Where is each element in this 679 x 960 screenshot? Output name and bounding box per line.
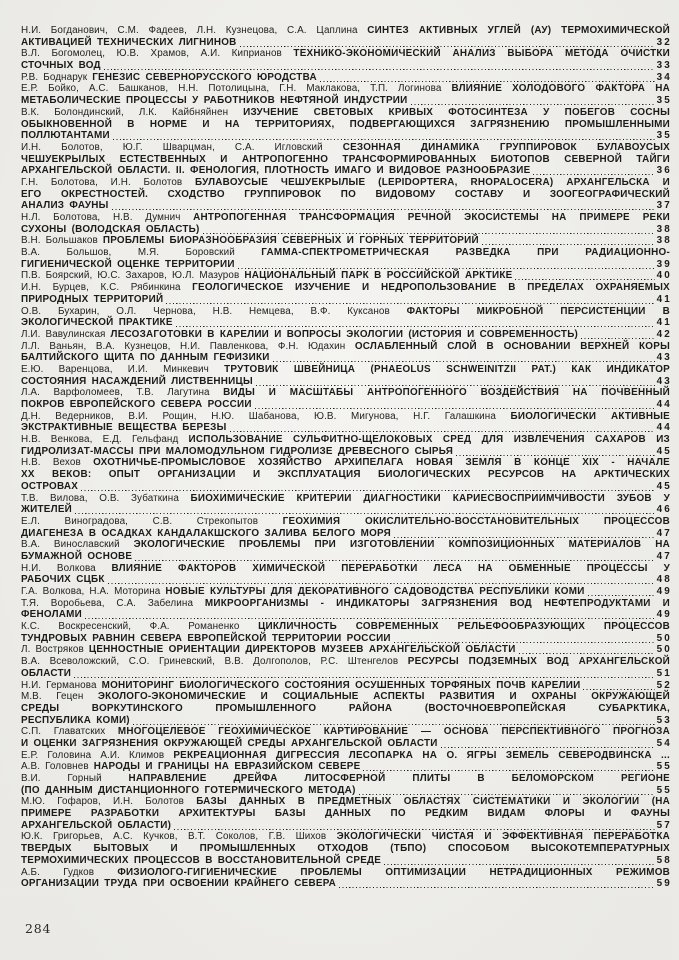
entry-title: И ОЦЕНКИ ЗАГРЯЗНЕНИЯ ОКРУЖАЮЩЕЙ СРЕДЫ АРХАНГЕЛЬСКОЙ ОБЛАСТИ (21, 737, 438, 749)
entry-title: ТРУТОВИК ШВЕЙНИЦА (PHAEOLUS SCHWEINITZII PAT.) КАК ИНДИКАТОР (224, 363, 670, 375)
entry-page-number: 48 (656, 574, 672, 586)
toc-line (21, 364, 670, 376)
entry-title: АРХАНГЕЛЬСКОЙ ОБЛАСТИ. II. ФЕНОЛОГИЯ, ПЛОТНОСТЬ ИМАГО И ВИДОВОЕ РАЗНООБРАЗИЕ (21, 165, 531, 177)
folio-page-number: 284 (25, 921, 52, 936)
entry-authors: В.А. Винославский (21, 539, 134, 551)
entry-authors: В.И. Горный (21, 773, 129, 784)
entry-title: ДИАГЕНЕЗА В ОСАДКАХ КАНДАЛАКШСКОГО ЗАЛИВА БЕЛОГО МОРЯ (21, 527, 391, 539)
dot-leader (166, 301, 654, 304)
entry-page-number: 45 (656, 445, 672, 457)
toc-line (21, 259, 670, 271)
toc-line (21, 270, 670, 282)
entry-authors: В.Л. Богомолец, Ю.В. Храмов, А.И. Киприанов (21, 48, 294, 60)
entry-title: ГЕОХИМИЯ ОКИСЛИТЕЛЬНО-ВОССТАНОВИТЕЛЬНЫХ ПРОЦЕССОВ (282, 515, 670, 527)
entry-title: (ПО ДАННЫМ ДИСТАНЦИОННОГО ГОТЕРМИЧЕСКОГО МЕТОДА) (21, 784, 356, 796)
entry-authors: Л. Востряков (21, 644, 89, 656)
entry-authors: В.К. Болондинский, Л.К. Кайбняйнен (21, 106, 244, 118)
entry-title: ЭКОЛОГИЧЕСКОЙ ПРАКТИКЕ (21, 317, 173, 329)
toc-line (21, 457, 670, 469)
entry-title: XX ВЕКОВ: ОПЫТ ОРГАНИЗАЦИИ И ЭКСПЛУАТАЦИЯ БИОЛОГИЧЕСКИХ РЕСУРСОВ НА АРКТИЧЕСКИХ (21, 469, 670, 481)
entry-authors: Е.Л. Виноградова, С.В. Стрекопытов (21, 515, 283, 527)
entry-title: ОБЛАСТИ (21, 667, 72, 679)
toc-line (21, 574, 670, 586)
toc-line (21, 878, 670, 890)
toc-line (21, 48, 670, 60)
entry-title: ОРГАНИЗАЦИИ ТРУДА ПРИ ОСВОЕНИИ КРАЙНЕГО СЕВЕРА (21, 878, 337, 890)
entry-page-number: 43 (656, 375, 672, 387)
entry-authors: Г.Н. Болотова, И.Н. Болотов (21, 176, 195, 188)
toc-line (21, 399, 670, 411)
toc-line (21, 493, 670, 505)
entry-authors: В.Н. Большаков (21, 235, 103, 247)
entry-authors: Н.Л. Болотова, Н.В. Думнич (21, 212, 194, 223)
toc-line (21, 633, 670, 645)
entry-title: СРЕДЫ ВОРКУТИНСКОГО ПРОМЫШЛЕННОГО РАЙОНА (ВОСТОЧНОЕВРОПЕЙСКАЯ СУБАРКТИКА, (21, 702, 670, 714)
entry-title: ИЗУЧЕНИЕ СВЕТОВЫХ КРИВЫХ ФОТОСИНТЕЗА У ПОБЕГОВ СОСНЫ (243, 106, 671, 118)
toc-line (21, 83, 670, 95)
entry-title: НАПРАВЛЕНИЕ ДРЕЙФА ЛИТОСФЕРНОЙ ПЛИТЫ В БЕЛОМОРСКОМ РЕГИОНЕ (128, 773, 670, 784)
dot-leader (273, 359, 655, 362)
toc-line (21, 796, 670, 808)
entry-title: АНТРОПОГЕННАЯ ТРАНСФОРМАЦИЯ РЕЧНОЙ ЭКОСИСТЕМЫ НА ПРИМЕРЕ РЕКИ (193, 212, 671, 223)
dot-leader (583, 687, 654, 690)
toc-line (21, 25, 670, 37)
entry-page-number: 45 (656, 480, 672, 492)
entry-title: БИОЛОГИЧЕСКИ АКТИВНЫЕ (510, 410, 670, 422)
entry-authors: Р.В. Боднарук (21, 71, 93, 83)
entry-page-number: 47 (656, 550, 672, 562)
entry-page-number: 55 (656, 784, 672, 796)
entry-title: ЭКОЛОГО-ЭКОНОМИЧЕСКИЕ И СОЦИАЛЬНЫЕ АСПЕКТЫ РАЗВИТИЯ И ОХРАНЫ ОКРУЖАЮЩЕЙ (97, 691, 670, 703)
dot-leader (515, 278, 654, 281)
toc-line (21, 235, 670, 247)
entry-title: ТЕРМОХИМИЧЕСКИХ ПРОЦЕССОВ В ВОССТАНОВИТЕЛЬНОЙ СРЕДЕ (21, 854, 382, 866)
table-of-contents (21, 25, 670, 890)
entry-authors: Д.Н. Ведерников, В.И. Рощин, Н.Ю. Шабанова, Ю.В. Мигунова, Н.Г. Галашкина (21, 410, 511, 422)
toc-line (21, 376, 670, 388)
dot-leader (339, 885, 655, 888)
entry-page-number: 43 (656, 352, 672, 364)
toc-line (21, 563, 670, 575)
toc-line (21, 294, 670, 306)
dot-leader (255, 406, 655, 409)
dot-leader (113, 137, 655, 140)
entry-page-number: 44 (656, 422, 672, 434)
entry-title: ТВЕРДЫХ БЫТОВЫХ И ПРОМЫШЛЕННЫХ ОТХОДОВ (ТБПО) СПОСОБОМ ВЫСОКОТЕМПЕРАТУРНЫХ (21, 843, 670, 855)
entry-title: ФАКТОРЫ МИКРОБНОЙ ПЕРСИСТЕНЦИИ В (406, 305, 670, 317)
toc-line (21, 95, 670, 107)
entry-title: ЦЕННОСТНЫЕ ОРИЕНТАЦИИ ДИРЕКТОРОВ МУЗЕЕВ АРХАНГЕЛЬСКОЙ ОБЛАСТИ (88, 644, 516, 656)
dot-leader (238, 266, 655, 269)
toc-line (21, 142, 670, 154)
toc-line (21, 306, 670, 318)
entry-title: ОСТРОВАХ (21, 480, 79, 492)
entry-authors: М.Ю. Гофаров, И.Н. Болотов (21, 796, 197, 808)
entry-title: БУЛАВОУСЫЕ ЧЕШУЕКРЫЛЫЕ (LEPIDOPTERA, RHOPALOCERA) АРХАНГЕЛЬСКА И (195, 176, 670, 188)
entry-title: ОБЫКНОВЕННОЙ В НОРМЕ И НА ТЕРРИТОРИЯХ, ПОДВЕРГАЮЩИХСЯ ЗАГРЯЗНЕНИЮ ПРОМЫШЛЕННЫМИ (21, 118, 670, 130)
dot-leader (174, 827, 654, 830)
entry-authors: П.В. Боярский, Ю.С. Захаров, Ю.Л. Мазуров (21, 270, 245, 282)
dot-leader (482, 243, 655, 246)
entry-title: ВЛИЯНИЕ ФАКТОРОВ ХИМИЧЕСКОЙ ПЕРЕРАБОТКИ ЛЕСА НА ОБМЕННЫЕ ПРОЦЕССЫ У (111, 562, 670, 574)
toc-line (21, 644, 670, 656)
entry-title: ПОКРОВ ЕВРОПЕЙСКОГО СЕВЕРА РОССИИ (21, 399, 252, 410)
toc-line (21, 539, 670, 551)
dot-leader (240, 44, 655, 47)
toc-line (21, 867, 670, 879)
entry-title: ЖИТЕЛЕЙ (21, 504, 73, 516)
toc-line (21, 130, 670, 142)
toc-line (21, 609, 670, 621)
entry-page-number: 34 (656, 71, 672, 83)
dot-leader (394, 535, 655, 538)
toc-line (21, 165, 670, 177)
entry-page-number: 47 (656, 527, 672, 539)
entry-title: АНАЛИЗ ФАУНЫ (21, 200, 109, 212)
toc-line (21, 352, 670, 364)
toc-line (21, 738, 670, 750)
toc-line (21, 808, 670, 820)
entry-title: АКТИВАЦИЕЙ ТЕХНИЧЕСКИХ ЛИГНИНОВ (21, 36, 237, 48)
dot-leader (81, 488, 655, 491)
toc-line (21, 750, 670, 762)
toc-line (21, 446, 670, 458)
entry-authors: Н.И. Германова (21, 679, 102, 691)
dot-leader (519, 652, 655, 655)
toc-line (21, 843, 670, 855)
entry-title: РАБОЧИХ СЦБК (21, 574, 105, 586)
toc-line (21, 621, 670, 633)
entry-authors: М.В. Гецен (21, 691, 98, 703)
dot-leader (230, 430, 655, 433)
entry-authors: И.Н. Болотов, Ю.Г. Шварцман, С.А. Игловский (21, 141, 343, 153)
entry-authors: В.А. Всеволожский, С.О. Гриневский, В.В. Долгополов, Р.С. Штенгелов (21, 656, 408, 668)
entry-title: СТОЧНЫХ ВОД (21, 60, 101, 72)
dot-leader (394, 640, 655, 643)
entry-page-number: 39 (656, 258, 672, 270)
entry-title: ГИДРОЛИЗАТ-МАССЫ ПРИ МАЛОМОДУЛЬНОМ ГИДРОЛИЗЕ ДРЕВЕСНОГО СЫРЬЯ (21, 445, 454, 457)
entry-page-number: 53 (656, 714, 672, 726)
toc-line (21, 680, 670, 692)
entry-authors: А.Б. Гудков (21, 866, 118, 878)
entry-authors: Т.В. Вилова, О.В. Зубаткина (21, 492, 191, 504)
entry-page-number: 35 (656, 95, 672, 107)
entry-title: ГАММА-СПЕКТРОМЕТРИЧЕСКАЯ РАЗВЕДКА ПРИ РАДИАЦИОННО- (261, 247, 670, 259)
dot-leader (588, 593, 655, 596)
entry-page-number: 59 (656, 878, 672, 890)
toc-line (21, 341, 670, 353)
toc-line (21, 726, 670, 738)
entry-title: ЕГО ОКРЕСТНОСТЕЙ. СХОДСТВО ГРУППИРОВОК ПО ВИДОВОМУ СОСТАВУ И ЗООГЕОГРАФИЧЕСКИЙ (21, 188, 670, 200)
entry-title: ОХОТНИЧЬЕ-ПРОМЫСЛОВОЕ ХОЗЯЙСТВО АРХИПЕЛАГА НОВАЯ ЗЕМЛЯ В КОНЦЕ XIX - НАЧАЛЕ (93, 457, 670, 469)
entry-authors: Е.Р. Бойко, А.С. Башканов, Н.Н. Потолицына, Г.Н. Маклакова, Т.П. Логинова (21, 83, 452, 95)
toc-line (21, 715, 670, 727)
entry-page-number: 41 (656, 293, 672, 305)
toc-line (21, 60, 670, 72)
entry-title: ГЕНЕЗИС СЕВЕРНОРУССКОГО ЮРОДСТВА (92, 71, 317, 83)
entry-title: НАЦИОНАЛЬНЫЙ ПАРК В РОССИЙСКОЙ АРКТИКЕ (244, 270, 513, 282)
entry-title: ПРОБЛЕМЫ БИОРАЗНООБРАЗИЯ СЕВЕРНЫХ И ГОРНЫХ ТЕРРИТОРИЙ (102, 235, 479, 247)
toc-line (21, 656, 670, 668)
toc-line (21, 422, 670, 434)
entry-title: РЕСУРСЫ ПОДЗЕМНЫХ ВОД АРХАНГЕЛЬСКОЙ (407, 656, 670, 668)
entry-authors: Л.Л. Ваньян, В.А. Кузнецов, Н.И. Павленкова, Ф.Н. Юдахин (21, 340, 355, 352)
entry-title: ЭКСТРАКТИВНЫЕ ВЕЩЕСТВА БЕРЕЗЫ (21, 422, 227, 434)
entry-authors: Л.И. Вавулинская (21, 328, 111, 340)
entry-authors: О.В. Бухарин, О.Л. Чернова, Н.В. Немцева, В.Ф. Куксанов (21, 305, 407, 317)
entry-title: РЕКРЕАЦИОННАЯ ДИГРЕССИЯ ЛЕСОПАРКА НА О. ЯГРЫ ЗЕМЕЛЬ СЕВЕРОДВИНСКА ... (173, 749, 670, 761)
entry-authors: И.Н. Бурцев, К.С. Рябинкина (21, 282, 193, 294)
entry-title: ВИДЫ И МАСШТАБЫ АНТРОПОГЕННОГО ВОЗДЕЙСТВИЯ НА ПОЧВЕННЫЙ (223, 387, 670, 399)
entry-authors: Л.А. Варфоломеев, Т.В. Лагутина (21, 387, 224, 399)
entry-title: МИКРООРГАНИЗМЫ - ИНДИКАТОРЫ ЗАГРЯЗНЕНИЯ ВОД НЕФТЕПРОДУКТАМИ И (204, 597, 670, 609)
entry-title: ОСЛАБЛЕННЫЙ СЛОЙ В ОСНОВАНИИ ВЕРХНЕЙ КОРЫ (354, 340, 670, 352)
entry-title: АРХАНГЕЛЬСКОЙ ОБЛАСТИ) (21, 819, 172, 831)
entry-page-number: 55 (656, 761, 672, 773)
entry-authors: Ю.К. Григорьев, А.С. Кучков, В.Т. Соколов, Г.В. Шихов (21, 831, 337, 843)
entry-title: БИОХИМИЧЕСКИЕ КРИТЕРИИ ДИАГНОСТИКИ КАРИЕСВОСПРИИМЧИВОСТИ ЗУБОВ У (190, 492, 670, 504)
toc-line (21, 329, 670, 341)
entry-authors: Н.В. Венкова, Е.Д. Гельфанд (21, 434, 189, 446)
entry-page-number: 33 (656, 60, 672, 72)
toc-line (21, 317, 670, 329)
toc-line (21, 212, 670, 224)
toc-line (21, 387, 670, 399)
entry-page-number: 54 (656, 737, 672, 749)
entry-page-number: 51 (656, 667, 672, 679)
entry-page-number: 35 (656, 130, 672, 142)
dot-leader (108, 582, 655, 585)
entry-title: ФЕНОЛАМИ (21, 609, 82, 621)
entry-title: НАРОДЫ И ГРАНИЦЫ НА ЕВРАЗИЙСКОМ СЕВЕРЕ (93, 761, 361, 773)
dot-leader (74, 675, 654, 678)
entry-title: ИСПОЛЬЗОВАНИЕ СУЛЬФИТНО-ЩЕЛОКОВЫХ СРЕД ДЛЯ ИЗВЛЕЧЕНИЯ САХАРОВ ИЗ (188, 434, 670, 446)
dot-leader (320, 79, 655, 82)
entry-authors: Г.А. Волкова, Н.А. Моторина (21, 586, 166, 597)
toc-line (21, 820, 670, 832)
entry-page-number: 38 (656, 235, 672, 247)
dot-leader (133, 722, 655, 725)
entry-authors: Н.И. Богданович, С.М. Фадеев, Л.Н. Кузнецова, С.А. Цаплина (21, 25, 368, 36)
toc-line (21, 434, 670, 446)
entry-title: СОСТОЯНИЯ НАСАЖДЕНИЙ ЛИСТВЕННИЦЫ (21, 375, 253, 387)
toc-line (21, 177, 670, 189)
entry-authors: С.П. Главатских (21, 726, 118, 738)
entry-page-number: 32 (656, 36, 672, 48)
entry-title: ФИЗИОЛОГО-ГИГИЕНИЧЕСКИЕ ПРОБЛЕМЫ ОПТИМИЗАЦИИ НЕТРАДИЦИОННЫХ РЕЖИМОВ (117, 866, 671, 878)
entry-title: НОВЫЕ КУЛЬТУРЫ ДЛЯ ДЕКОРАТИВНОГО САДОВОДСТВА РЕСПУБЛИКИ КОМИ (165, 586, 585, 597)
dot-leader (256, 383, 655, 386)
dot-leader (112, 208, 655, 211)
entry-title: ГЕОЛОГИЧЕСКОЕ ИЗУЧЕНИЕ И НЕДРОПОЛЬЗОВАНИЕ В ПРЕДЕЛАХ ОХРАНЯЕМЫХ (192, 282, 670, 294)
dot-leader (203, 231, 655, 234)
dot-leader (176, 324, 655, 327)
dot-leader (104, 67, 655, 70)
entry-page-number: 57 (656, 819, 672, 831)
entry-title: ГИГИЕНИЧЕСКОЙ ОЦЕНКЕ ТЕРРИТОРИИ (21, 258, 235, 270)
entry-page-number: 52 (656, 679, 672, 691)
entry-page-number: 49 (656, 609, 672, 621)
toc-line (21, 469, 670, 481)
entry-page-number: 44 (656, 399, 672, 410)
dot-leader (135, 558, 654, 561)
entry-page-number: 36 (656, 165, 672, 177)
dot-leader (411, 102, 655, 105)
toc-line (21, 282, 670, 294)
entry-title: ТУНДРОВЫХ РАВНИН СЕВЕРА ЕВРОПЕЙСКОЙ ТЕРРИТОРИИ РОССИИ (21, 632, 391, 644)
toc-line (21, 855, 670, 867)
entry-title: СУХОНЫ (ВОЛОДСКАЯ ОБЛАСТЬ) (21, 223, 200, 235)
entry-title: ПРИМЕРЕ РАЗРАБОТКИ АРХИТЕКТУРЫ БАЗЫ ДАННЫХ ПО РЕДКИМ ВИДАМ ФЛОРЫ И ФАУНЫ (21, 808, 670, 820)
toc-line (21, 785, 670, 797)
entry-page-number: 38 (656, 223, 672, 235)
toc-line (21, 37, 670, 49)
entry-title: ВЛИЯНИЕ ХОЛОДОВОГО ФАКТОРА НА (451, 83, 670, 95)
dot-leader (533, 172, 654, 175)
toc-line (21, 703, 670, 715)
entry-authors: Н.И. Волкова (21, 562, 112, 574)
entry-title: ЧЕШУЕКРЫЛЫХ ЕСТЕСТВЕННЫХ И АНТРОПОГЕННО ТРАНСФОРМИРОВАННЫХ БИОТОПОВ СЕВЕРНОЙ ТАЙГИ (21, 153, 670, 165)
entry-page-number: 58 (656, 854, 672, 866)
entry-title: ПРИРОДНЫХ ТЕРРИТОРИЙ (21, 293, 164, 305)
toc-line (21, 586, 670, 598)
entry-page-number: 41 (656, 317, 672, 329)
dot-leader (441, 745, 655, 748)
entry-authors: Е.Р. Головина А.И. Климов (21, 749, 174, 761)
toc-line (21, 247, 670, 259)
entry-title: БУМАЖНОЙ ОСНОВЕ (21, 550, 133, 562)
toc-line (21, 528, 670, 540)
entry-authors: К.С. Воскресенский, Ф.А. Романенко (21, 621, 259, 633)
toc-line (21, 691, 670, 703)
entry-title: СИНТЕЗ АКТИВНЫХ УГЛЕЙ (АУ) ТЕРМОХИМИЧЕСКОЙ (367, 25, 670, 36)
entry-authors: Т.Я. Воробьева, С.А. Забелина (21, 597, 205, 609)
entry-page-number: 49 (656, 586, 672, 597)
dot-leader (384, 862, 654, 865)
toc-line (21, 598, 670, 610)
toc-line (21, 831, 670, 843)
toc-line (21, 154, 670, 166)
dot-leader (363, 769, 654, 772)
toc-line (21, 761, 670, 773)
toc-line (21, 668, 670, 680)
toc-line (21, 481, 670, 493)
dot-leader (581, 336, 655, 339)
entry-title: МЕТАБОЛИЧЕСКИЕ ПРОЦЕССЫ У РАБОТНИКОВ НЕФТЯНОЙ ИНДУСТРИИ (21, 95, 408, 107)
toc-line (21, 224, 670, 236)
entry-page-number: 50 (656, 644, 672, 656)
toc-line (21, 200, 670, 212)
dot-leader (456, 453, 655, 456)
toc-line (21, 72, 670, 84)
entry-title: ТЕХНИКО-ЭКОНОМИЧЕСКИЙ АНАЛИЗ ВЫБОРА МЕТОДА ОЧИСТКИ (293, 48, 670, 60)
entry-title: МОНИТОРИНГ БИОЛОГИЧЕСКОГО СОСТОЯНИЯ ОСУШЕННЫХ ТОРФЯНЫХ ПОЧВ КАРЕЛИИ (101, 679, 581, 691)
entry-title: БАЗЫ ДАННЫХ В ПРЕДМЕТНЫХ ОБЛАСТЯХ СИСТЕМАТИКИ И ЭКОЛОГИИ (НА (196, 796, 670, 808)
toc-line (21, 119, 670, 131)
entry-title: ЭКОЛОГИЧЕСКИЕ ПРОБЛЕМЫ ПРИ ИЗГОТОВЛЕНИИ КОМПОЗИЦИОННЫХ МАТЕРИАЛОВ НА (133, 539, 670, 551)
entry-authors: В.А. Большов, М.Я. Боровский (21, 247, 262, 259)
entry-title: МНОГОЦЕЛЕВОЕ ГЕОХИМИЧЕСКОЕ КАРТИРОВАНИЕ — ОСНОВА ПЕРСПЕКТИВНОГО ПРОГНОЗА (117, 726, 670, 738)
toc-line (21, 189, 670, 201)
entry-page-number: 37 (656, 200, 672, 212)
entry-title: РЕСПУБЛИКА КОМИ) (21, 714, 130, 726)
entry-page-number: 50 (656, 632, 672, 644)
toc-line (21, 773, 670, 785)
entry-page-number: 46 (656, 504, 672, 516)
toc-line (21, 516, 670, 528)
entry-authors: А.В. Головнев (21, 761, 94, 773)
entry-title: ПОЛЛЮТАНТАМИ (21, 130, 110, 142)
entry-authors: Н.В. Вехов (21, 457, 94, 469)
toc-line (21, 107, 670, 119)
dot-leader (85, 617, 655, 620)
toc-line (21, 504, 670, 516)
toc-line (21, 411, 670, 423)
entry-page-number: 40 (656, 270, 672, 282)
entry-authors: Е.Ю. Варенцова, И.И. Минкевич (21, 363, 225, 375)
entry-page-number: 42 (656, 328, 672, 340)
entry-title: ЭКОЛОГИЧЕСКИ ЧИСТАЯ И ЭФФЕКТИВНАЯ ПЕРЕРАБОТКА (336, 831, 670, 843)
toc-line (21, 551, 670, 563)
dot-leader (359, 792, 655, 795)
entry-title: СЕЗОННАЯ ДИНАМИКА ГРУППИРОВОК БУЛАВОУСЫХ (342, 141, 670, 153)
entry-title: ЦИКЛИЧНОСТЬ СОВРЕМЕННЫХ РЕЛЬЕФООБРАЗУЮЩИХ ПРОЦЕССОВ (258, 621, 670, 633)
entry-title: ЛЕСОЗАГОТОВКИ В КАРЕЛИИ И ВОПРОСЫ ЭКОЛОГИИ (ИСТОРИЯ И СОВРЕМЕННОСТЬ) (110, 328, 579, 340)
dot-leader (75, 511, 655, 514)
entry-title: БАЛТИЙСКОГО ЩИТА ПО ДАННЫМ ГЕФИЗИКИ (21, 352, 270, 364)
